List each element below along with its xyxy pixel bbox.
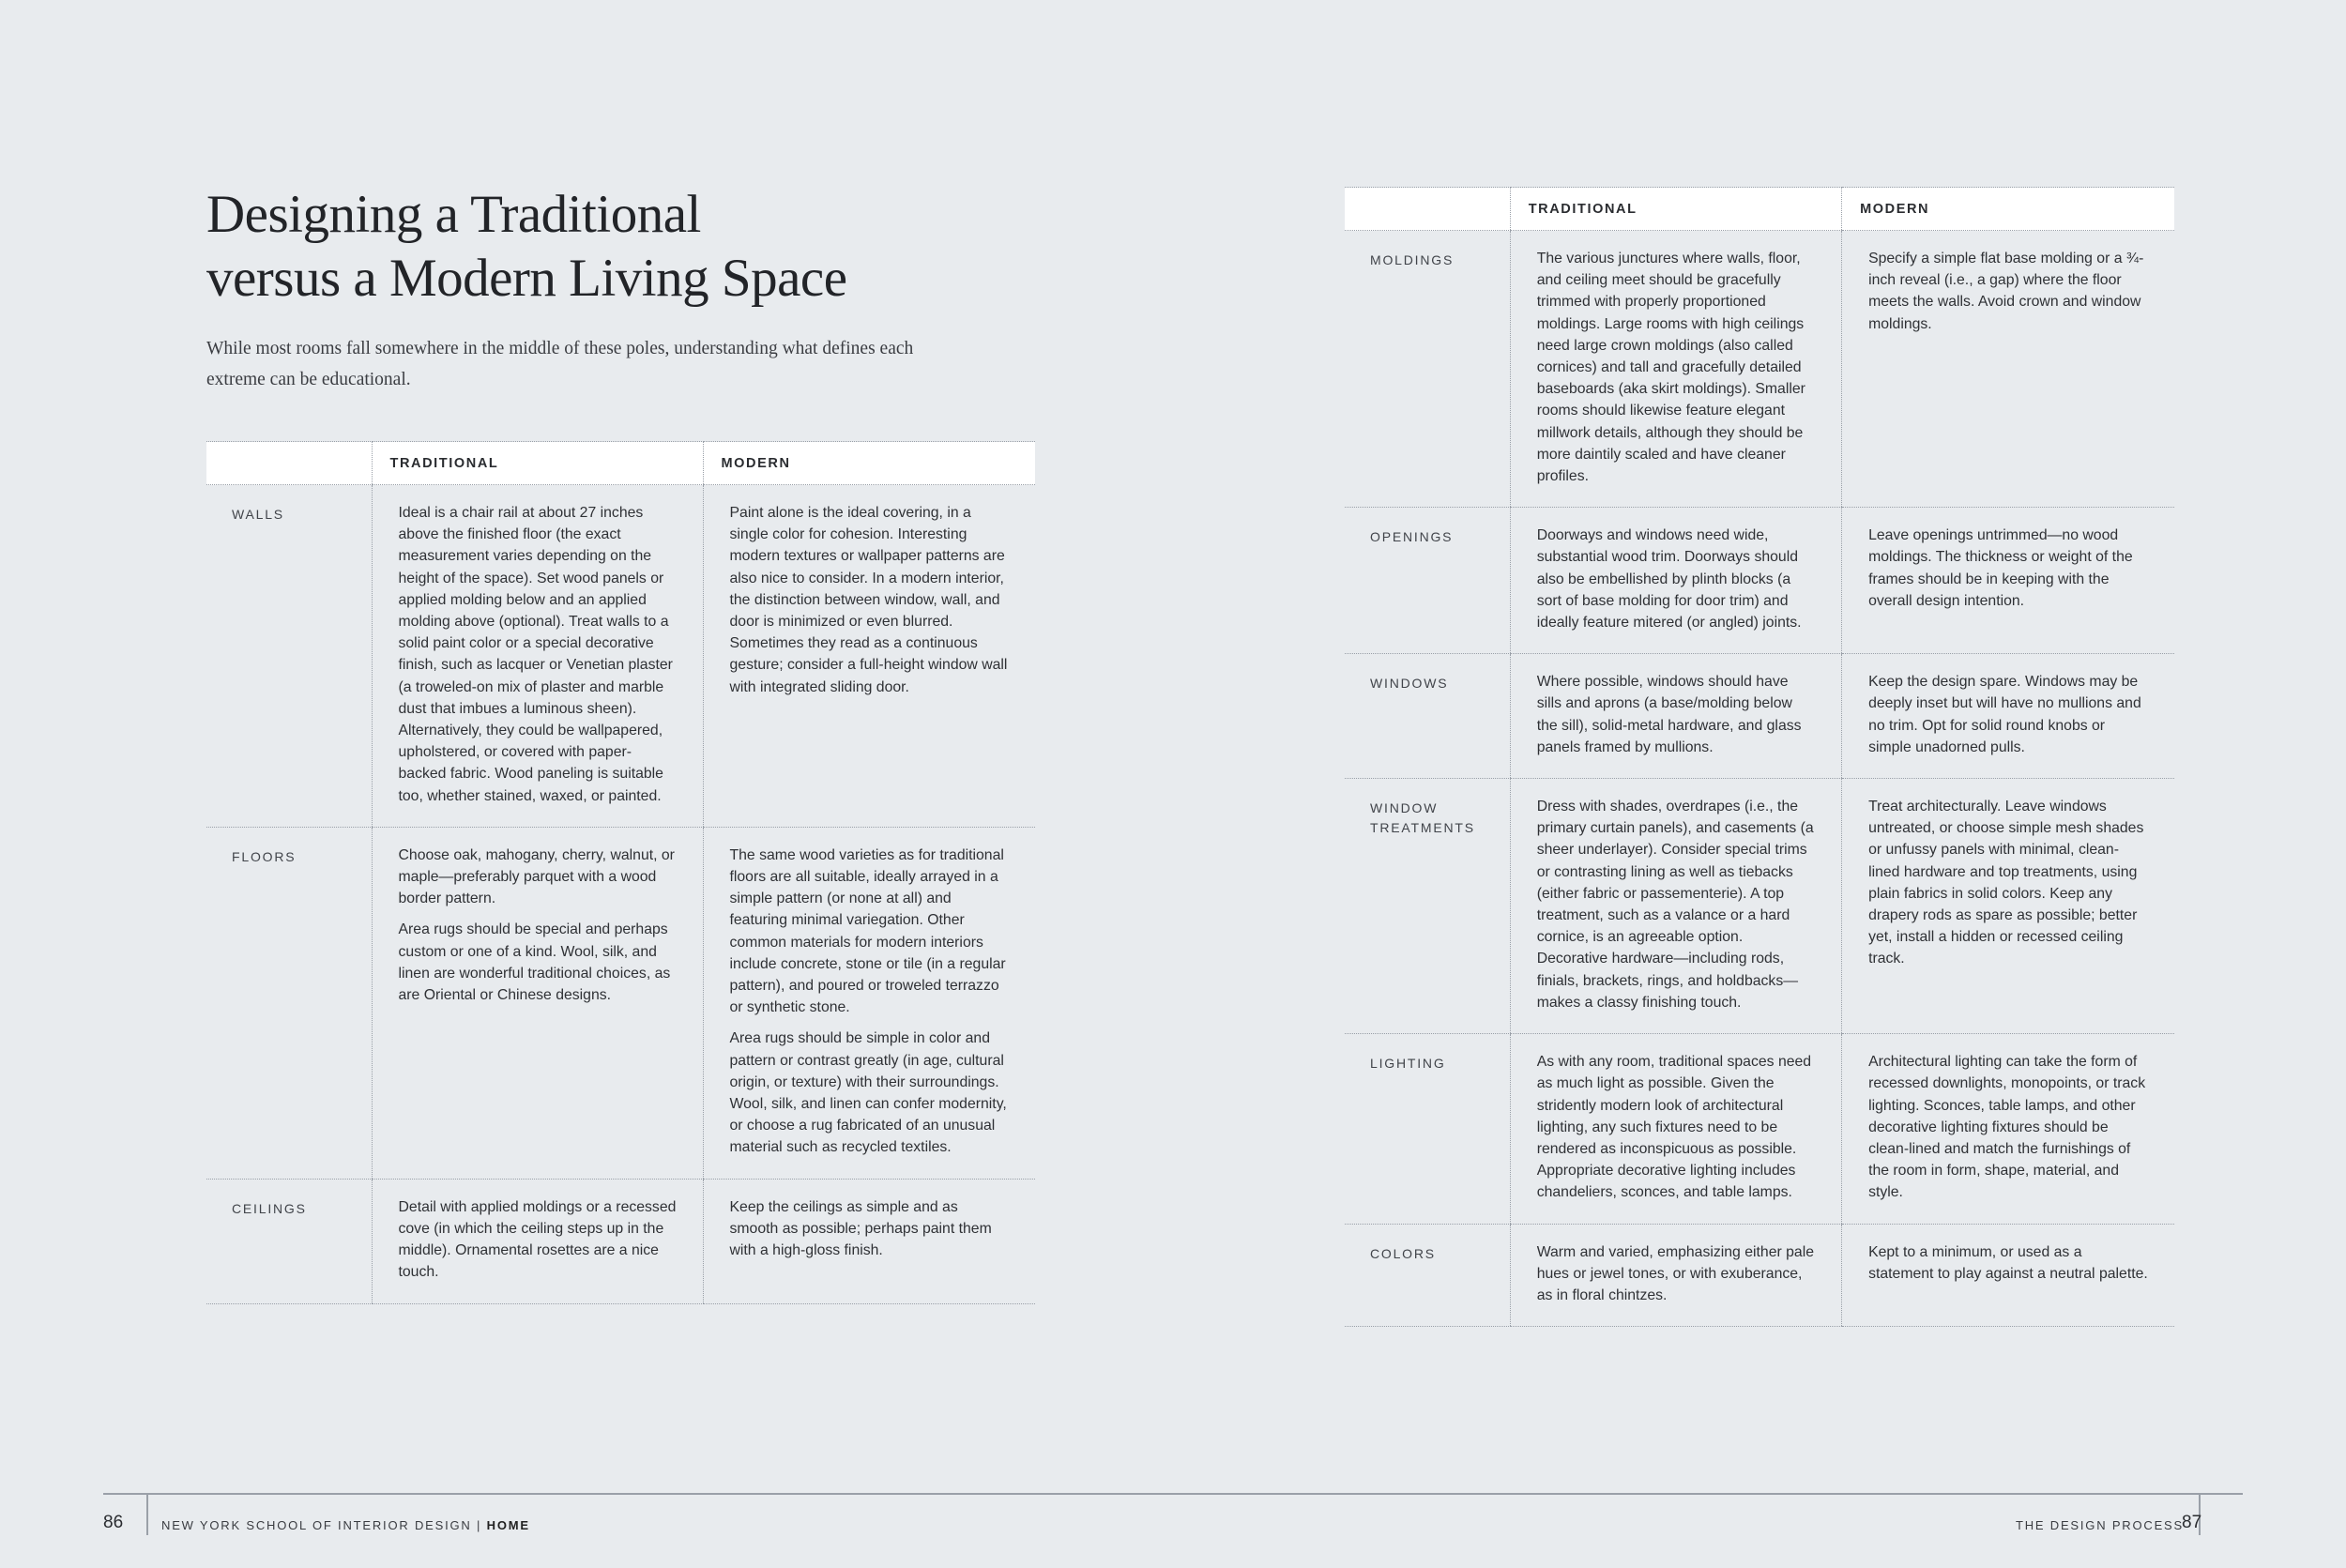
traditional-paragraph: Area rugs should be special and perhaps custom or one of a kind. Wool, silk, and linen are wonderful traditional choices, as are Oriental or Chinese designs. [398, 921, 671, 1004]
modern-paragraph: Specify a simple flat base molding or a ¾-inch reveal (i.e., a gap) where the floor meets the walls. Avoid crown and window moldings. [1868, 251, 2144, 332]
footer-rule [1173, 1493, 2243, 1495]
modern-paragraph: The same wood varieties as for traditional floors are all suitable, ideally arrayed in a simple pattern (or none at all) and featuring minimal variegation. Other common materials for modern interiors include concrete, stone or tile (in a regular pattern), and poured or troweled terrazzo or synthetic stone. [729, 846, 1006, 1016]
intro-paragraph: While most rooms fall somewhere in the middle of these poles, understanding what defines each extreme can be educational. [206, 339, 914, 389]
table-row [206, 1179, 1035, 1303]
traditional-paragraph: As with any room, traditional spaces need as much light as possible. Given the stridently modern look of architectural lighting, any such fixtures need to be rendered as inconspicuous as possible. Appropriate decorative lighting includes chandeliers, sconces, and table lamps. [1536, 1054, 1812, 1201]
traditional-paragraph: Ideal is a chair rail at about 27 inches above the finished floor (the exact measurement varies depending on the height of the space). Set wood panels or applied molding below and an applied molding above (optional). Treat walls to a solid paint color or a special decorative finish, such as lacquer or Venetian plaster (a troweled-on mix of plaster and marble dust that imbues a luminous sheen). Alternatively, they could be wallpapered, upholstered, or covered with paper-backed fabric. Wood paneling is suitable too, whether stained, waxed, or painted. [398, 505, 673, 804]
right-page [1173, 0, 2346, 1568]
modern-cell [1842, 654, 2174, 779]
row-label: MOLDINGS [1345, 231, 1510, 508]
traditional-cell [1510, 231, 1841, 508]
footer-rule [103, 1493, 1173, 1495]
modern-paragraph: Architectural lighting can take the form of recessed downlights, monopoints, or track lighting. Sconces, table lamps, and other decorative lighting fixtures should be clean-lined and match the furnishings of the room in form, shape, material, and style. [1868, 1054, 2146, 1201]
row-label: WALLS [206, 485, 372, 828]
traditional-cell [372, 1179, 703, 1303]
row-label: WINDOW TREATMENTS [1345, 779, 1510, 1034]
page-number-left: 86 [103, 1513, 124, 1532]
table-row [1345, 508, 2174, 654]
modern-cell [1842, 1224, 2174, 1327]
modern-cell [1842, 779, 2174, 1034]
modern-cell [703, 1179, 1035, 1303]
modern-cell [703, 485, 1035, 828]
row-label: OPENINGS [1345, 508, 1510, 654]
table-row [1345, 779, 2174, 1034]
header-modern: MODERN [1842, 188, 2174, 231]
traditional-cell [1510, 1224, 1841, 1327]
modern-cell [1842, 508, 2174, 654]
running-head-left [161, 1518, 530, 1532]
modern-paragraph: Keep the ceilings as simple and as smooth as possible; perhaps paint them with a high-gloss finish. [729, 1198, 992, 1259]
table-row [1345, 1224, 2174, 1327]
modern-cell [1842, 1034, 2174, 1224]
modern-paragraph: Area rugs should be simple in color and pattern or contrast greatly (in age, cultural origin, or texture) with their surroundings. Wool, silk, and linen can confer modernity, or choose a rug fabricated of an unusual material such as recycled textiles. [729, 1030, 1007, 1156]
row-label: COLORS [1345, 1224, 1510, 1327]
table-row [1345, 1034, 2174, 1224]
traditional-cell [1510, 508, 1841, 654]
running-head-left-bold: HOME [486, 1518, 530, 1532]
table-row [206, 485, 1035, 828]
traditional-paragraph: Warm and varied, emphasizing either pale hues or jewel tones, or with exuberance, as in floral chintzes. [1536, 1243, 1814, 1303]
footer-divider [146, 1493, 148, 1535]
traditional-cell [372, 827, 703, 1179]
traditional-paragraph: Where possible, windows should have sills and aprons (a base/molding below the sill), solid-metal hardware, and glass panels framed by mullions. [1536, 674, 1802, 755]
page-title [206, 183, 847, 311]
table-row [1345, 654, 2174, 779]
header-modern: MODERN [703, 442, 1035, 485]
modern-paragraph: Paint alone is the ideal covering, in a single color for cohesion. Interesting modern textures or wallpaper patterns are also nice to consider. In a modern interior, the distinction between window, wall, and door is minimized or even blurred. Sometimes they read as a continuous gesture; consider a full-height window wall with integrated sliding door. [729, 505, 1008, 695]
modern-paragraph: Treat architecturally. Leave windows untreated, or choose simple mesh shades or unfussy panels with minimal, clean-lined hardware and top treatments, using plain fabrics in solid colors. Keep any drapery rods as spare as possible; better yet, install a hidden or recessed ceiling track. [1868, 799, 2144, 967]
traditional-cell [1510, 779, 1841, 1034]
row-label: FLOORS [206, 827, 372, 1179]
table-row [1345, 231, 2174, 508]
header-blank [1345, 188, 1510, 231]
header-traditional: TRADITIONAL [1510, 188, 1841, 231]
traditional-paragraph: Detail with applied moldings or a recessed cove (in which the ceiling steps up in the middle). Ornamental rosettes are a nice touch. [398, 1198, 677, 1281]
title-line-2: versus a Modern Living Space [206, 249, 847, 308]
traditional-paragraph: Dress with shades, overdrapes (i.e., the primary curtain panels), and casements (a sheer underlayer). Consider special trims or contrasting lining as well as tiebacks (either fabric or passementerie). A top treatment, such as a valance or a hard cornice, is an agreeable option. Decorative hardware—including rods, finials, brackets, rings, and holdbacks—makes a classy finishing touch. [1536, 799, 1814, 1011]
table-header-row [206, 442, 1035, 485]
modern-cell [1842, 231, 2174, 508]
row-label: WINDOWS [1345, 654, 1510, 779]
running-head-left-text: NEW YORK SCHOOL OF INTERIOR DESIGN | [161, 1518, 487, 1532]
traditional-cell [1510, 1034, 1841, 1224]
row-label: LIGHTING [1345, 1034, 1510, 1224]
header-blank [206, 442, 372, 485]
traditional-paragraph: The various junctures where walls, floor, and ceiling meet should be gracefully trimmed with properly proportioned moldings. Large rooms with high ceilings need large crown moldings (also called cornices) and tall and gracefully detailed baseboards (aka skirt moldings). Smaller rooms should likewise feature elegant millwork details, although they should be more daintily scaled and have cleaner profiles. [1536, 251, 1805, 485]
modern-cell [703, 827, 1035, 1179]
traditional-cell [372, 485, 703, 828]
title-line-1: Designing a Traditional [206, 185, 701, 244]
running-head-right: THE DESIGN PROCESS [2015, 1518, 2184, 1532]
traditional-paragraph: Doorways and windows need wide, substantial wood trim. Doorways should also be embellished by plinth blocks (a sort of base molding for door trim) and ideally feature mitered (or angled) joints. [1536, 527, 1802, 632]
modern-paragraph: Kept to a minimum, or used as a statement to play against a neutral palette. [1868, 1243, 2148, 1282]
row-label: CEILINGS [206, 1179, 372, 1303]
modern-paragraph: Leave openings untrimmed—no wood moldings. The thickness or weight of the frames should be in keeping with the overall design intention. [1868, 527, 2133, 609]
traditional-cell [1510, 654, 1841, 779]
header-traditional: TRADITIONAL [372, 442, 703, 485]
table-header-row [1345, 188, 2174, 231]
page-number-right: 87 [2182, 1513, 2202, 1532]
comparison-table-right [1345, 187, 2174, 1327]
comparison-table-left [206, 441, 1035, 1304]
traditional-paragraph: Choose oak, mahogany, cherry, walnut, or maple—preferably parquet with a wood border pattern. [398, 846, 675, 907]
modern-paragraph: Keep the design spare. Windows may be deeply inset but will have no mullions and no trim. Opt for solid round knobs or simple unadorned pulls. [1868, 674, 2141, 755]
table-row [206, 827, 1035, 1179]
